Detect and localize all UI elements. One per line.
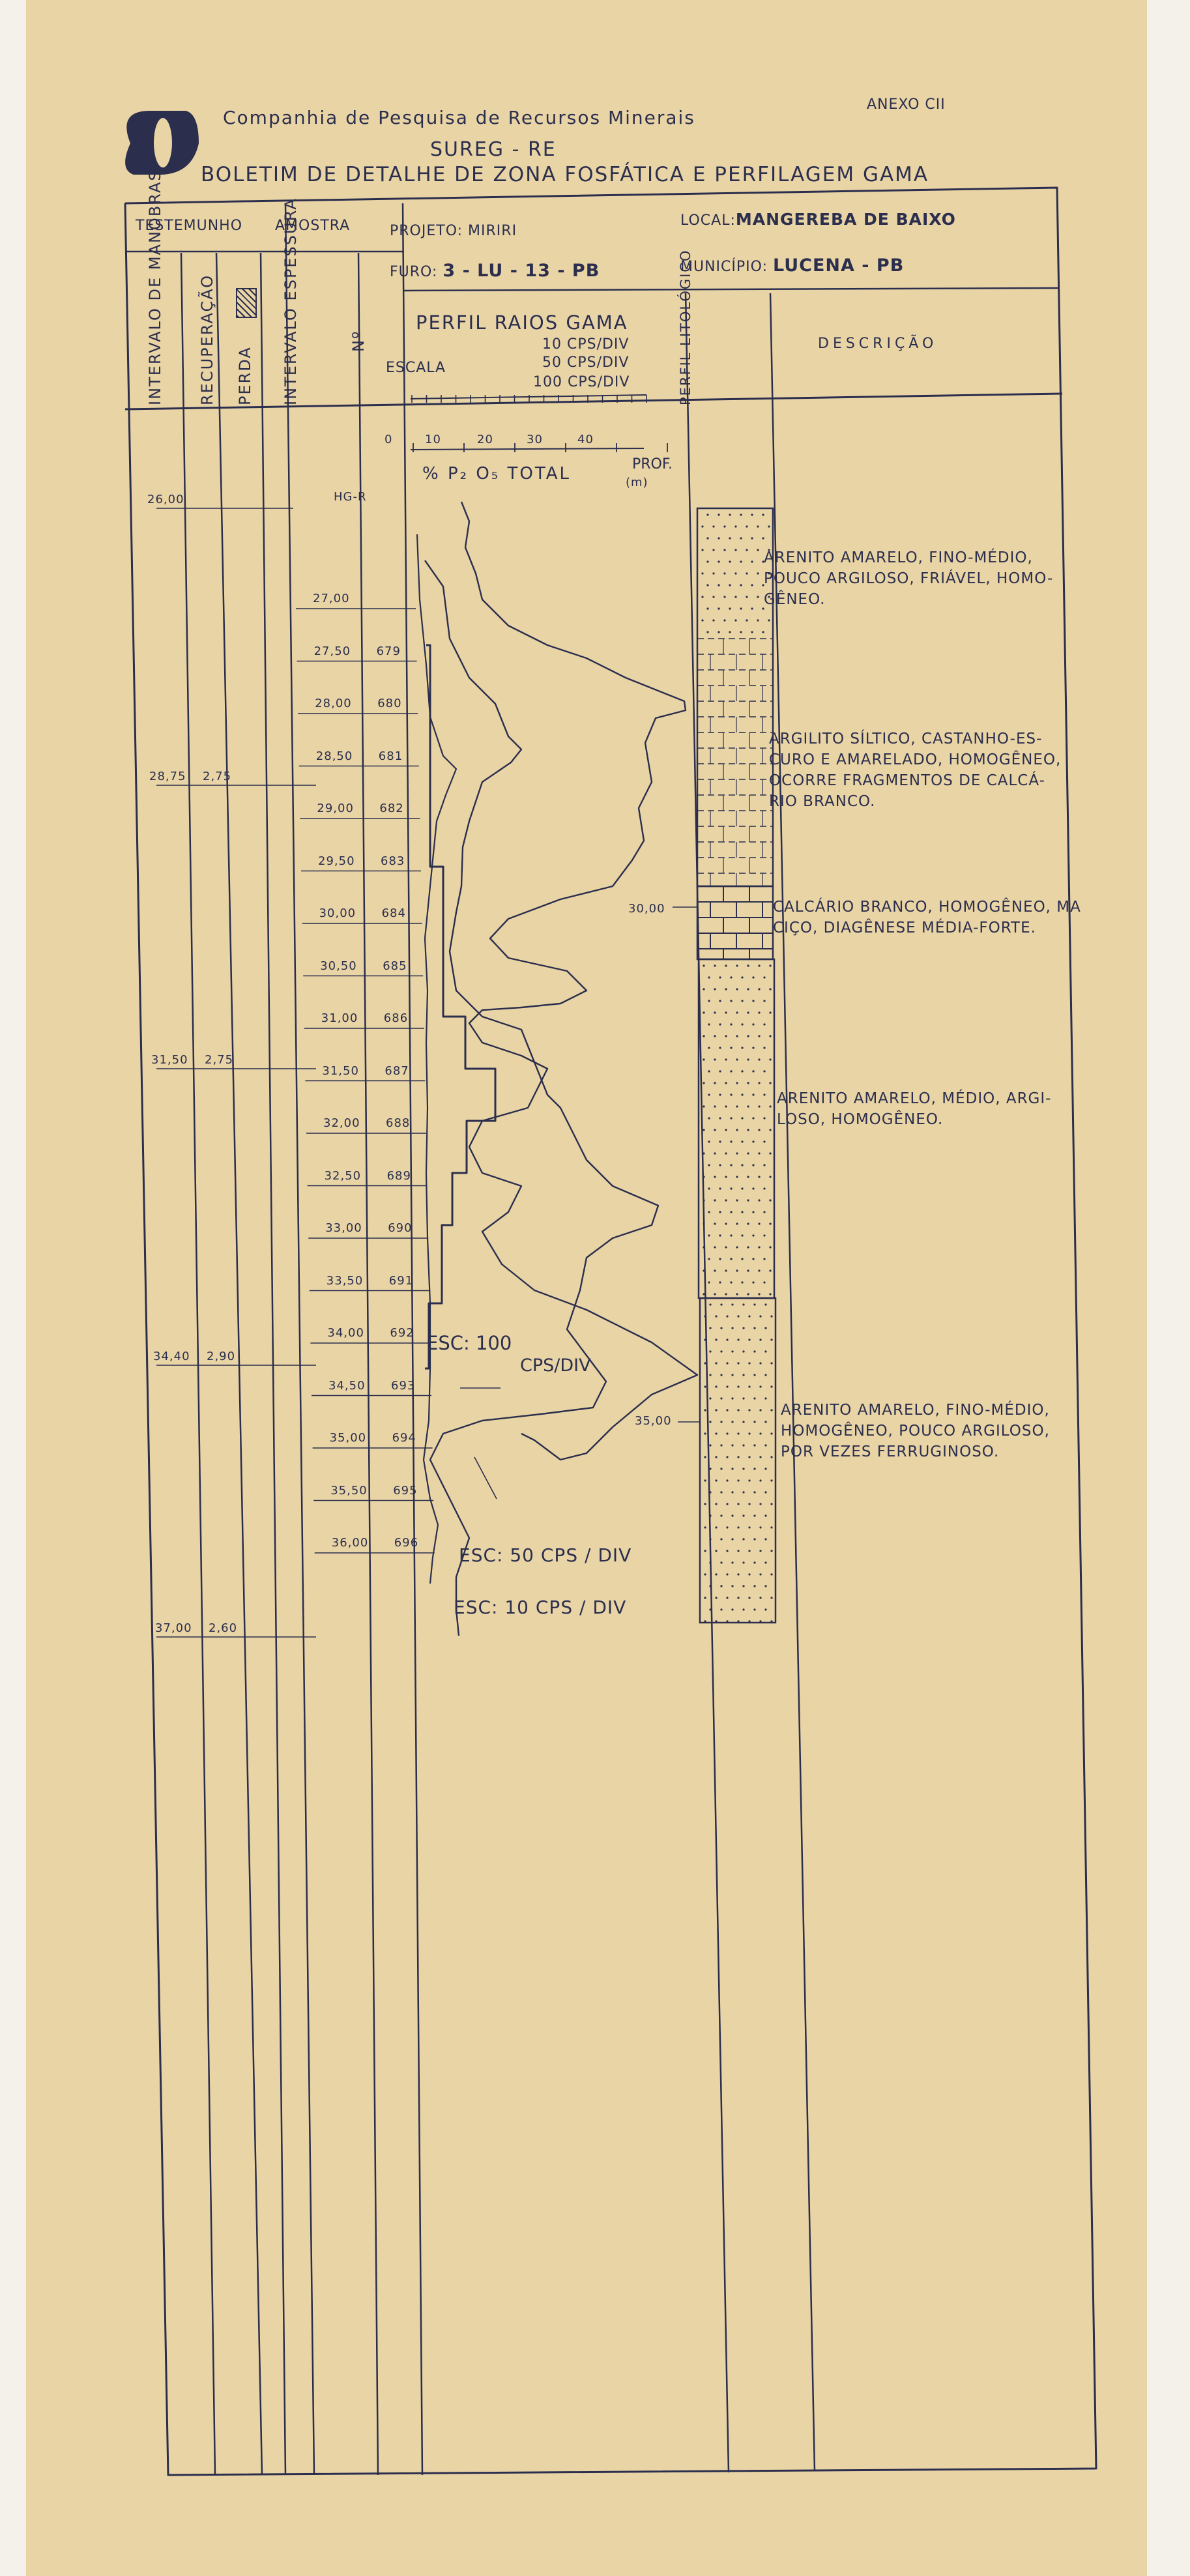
sample-number: 690: [388, 1221, 413, 1235]
scale-50: 50 CPS/DIV: [542, 355, 630, 371]
sample-depth: 32,00: [323, 1116, 360, 1130]
municipio-label: MUNICÍPIO:: [680, 259, 768, 275]
column-line: [358, 253, 378, 2475]
tick-30: 30: [527, 433, 543, 446]
sample-depth: 31,50: [322, 1064, 359, 1078]
local-label: LOCAL:: [680, 212, 736, 229]
outer-frame: [125, 188, 1096, 2475]
esc-50-label: ESC: 50 CPS / DIV: [459, 1544, 632, 1566]
argilito-pattern: [697, 639, 773, 886]
perfil-litologico-header: PERFIL LITOLÓGICO: [678, 249, 693, 405]
litho-column-upper: [697, 508, 773, 886]
sample-number: 688: [386, 1116, 411, 1130]
arenito-pattern: [701, 514, 770, 633]
tick-0: 0: [385, 433, 393, 446]
projeto-label: PROJETO:: [390, 223, 463, 239]
sample-depth: 35,00: [329, 1431, 367, 1445]
sample-depth: 27,50: [313, 644, 351, 658]
sample-number: 680: [377, 697, 402, 710]
litho-depth-30: 30,00: [628, 902, 665, 916]
sample-depth: 35,50: [330, 1483, 368, 1498]
description-5: ARENITO AMARELO, FINO-MÉDIO, HOMOGÊNEO, POUCO ARGILOSO, POR VEZES FERRUGINOSO.: [781, 1402, 1050, 1460]
sample-depth: 32,50: [324, 1168, 362, 1183]
furo-value: 3 - LU - 13 - PB: [443, 261, 600, 281]
column-line: [181, 253, 215, 2475]
description-4: ARENITO AMARELO, MÉDIO, ARGI- LOSO, HOMOGÊNEO.: [777, 1090, 1052, 1128]
sample-number: 687: [385, 1064, 409, 1078]
column-line: [261, 253, 285, 2475]
description-1: ARENITO AMARELO, FINO-MÉDIO, POUCO ARGILOSO, FRIÁVEL, HOMO- GÊNEO.: [764, 549, 1054, 608]
sample-depth: 29,50: [318, 854, 355, 868]
column-line: [285, 203, 314, 2475]
esc-100-label: ESC: 100: [426, 1332, 512, 1354]
company-name: Companhia de Pesquisa de Recursos Minerais: [223, 107, 695, 128]
arenito-fino-pattern: [704, 1303, 772, 1622]
description-3: CALCÁRIO BRANCO, HOMOGÊNEO, MA CIÇO, DIAGÊNESE MÉDIA-FORTE.: [773, 899, 1081, 936]
perda-header: PERDA: [236, 346, 254, 405]
sample-depth: 28,50: [315, 749, 353, 763]
gamma-title: PERFIL RAIOS GAMA: [416, 311, 628, 334]
sample-depth: 30,50: [320, 959, 357, 973]
arenito-medio-pattern: [703, 964, 771, 1295]
sample-depth: 29,00: [317, 802, 354, 815]
amostra-code: HG-R: [334, 490, 367, 504]
escala-label: ESCALA: [386, 360, 446, 376]
p2o5-label: % P₂ O₅ TOTAL: [422, 464, 571, 484]
manobra-depth: 28,75: [149, 770, 186, 783]
header-line: [403, 288, 1058, 291]
intervalo-espessura-header: INTERVALO ESPESSURA: [282, 197, 300, 405]
p2o5-axis: [411, 448, 644, 450]
sample-depth: 33,00: [325, 1221, 362, 1235]
gamma-scale-axis: [411, 395, 646, 399]
manobra-depth: 37,00: [155, 1621, 192, 1635]
sample-depth: 34,00: [327, 1326, 364, 1340]
sample-number: 683: [381, 854, 405, 868]
local-value: MANGEREBA DE BAIXO: [735, 210, 956, 229]
esc-100-unit: CPS/DIV: [520, 1355, 591, 1376]
manobra-recuperacao: 2,90: [207, 1350, 236, 1363]
annotation-leader: [474, 1457, 497, 1499]
sample-number: 693: [391, 1378, 416, 1393]
projeto-value: MIRIRI: [468, 223, 517, 239]
sample-number: 686: [383, 1011, 409, 1025]
tick-40: 40: [577, 433, 594, 446]
prof-unit: (m): [626, 476, 648, 489]
column-line: [770, 293, 815, 2471]
municipio-value: LUCENA - PB: [772, 255, 905, 276]
perda-hatch-icon: [236, 288, 257, 318]
column-line: [216, 253, 262, 2475]
esc-10-label: ESC: 10 CPS / DIV: [454, 1597, 627, 1618]
page-title: BOLETIM DE DETALHE DE ZONA FOSFÁTICA E PERFILAGEM GAMA: [201, 163, 929, 186]
tick-10: 10: [425, 433, 441, 446]
intervalo-manobras-header: INTERVALO DE MANOBRAS: [146, 169, 164, 405]
gamma-curve-10cps: [417, 534, 456, 1584]
column-line: [686, 293, 729, 2472]
amostra-header: AMOSTRA: [275, 218, 351, 234]
sample-depth: 34,50: [328, 1378, 366, 1393]
recuperacao-header: RECUPERAÇÃO: [198, 274, 216, 405]
sample-number: 684: [381, 906, 406, 920]
calcario-pattern: [697, 886, 773, 959]
sample-number: 692: [390, 1326, 414, 1340]
sample-depth: 33,50: [326, 1273, 364, 1288]
sample-number: 685: [383, 959, 407, 973]
manobra-recuperacao: 2,60: [209, 1621, 238, 1635]
numero-header: Nº: [349, 330, 368, 352]
sample-number: 694: [392, 1431, 416, 1445]
document-sheet: [26, 0, 1147, 2576]
description-2: ARGILITO SÍLTICO, CASTANHO-ES- CURO E AMARELADO, HOMOGÊNEO, OCORRE FRAGMENTOS DE CALCÁ- RIO BRANCO.: [769, 731, 1062, 810]
prof-label: PROF.: [632, 456, 673, 472]
manobra-depth: 31,50: [151, 1053, 188, 1067]
annex-label: ANEXO CII: [867, 96, 946, 113]
gamma-curve-100cps: [461, 502, 697, 1460]
sample-number: 691: [388, 1273, 414, 1288]
sample-number: 689: [386, 1168, 411, 1183]
sample-depth: 28,00: [315, 697, 352, 710]
sample-depth: 36,00: [331, 1536, 369, 1550]
sample-number: 681: [378, 749, 403, 763]
manobra-recuperacao: 2,75: [205, 1053, 234, 1067]
manobra-recuperacao: 2,75: [203, 770, 232, 783]
scale-10: 10 CPS/DIV: [542, 336, 630, 353]
furo-label: FURO:: [390, 264, 438, 280]
testemunho-header: TESTEMUNHO: [136, 218, 243, 234]
tick-20: 20: [477, 433, 493, 446]
sample-number: 679: [376, 644, 401, 658]
sample-depth: 27,00: [313, 592, 350, 605]
gamma-curve-50cps: [425, 560, 658, 1636]
sample-number: 682: [379, 802, 404, 815]
sample-number: 696: [394, 1536, 419, 1550]
manobra-depth: 26,00: [147, 493, 184, 506]
litho-depth-35: 35,00: [635, 1414, 672, 1428]
scale-100: 100 CPS/DIV: [533, 374, 630, 390]
sample-depth: 30,00: [319, 906, 356, 920]
p2o5-step-curve: [425, 645, 495, 1368]
sample-number: 695: [393, 1483, 418, 1498]
manobra-depth: 34,40: [153, 1350, 190, 1363]
unit-label: SUREG - RE: [430, 138, 557, 161]
descricao-header: DESCRIÇÃO: [818, 336, 938, 352]
sample-depth: 31,00: [321, 1011, 358, 1025]
